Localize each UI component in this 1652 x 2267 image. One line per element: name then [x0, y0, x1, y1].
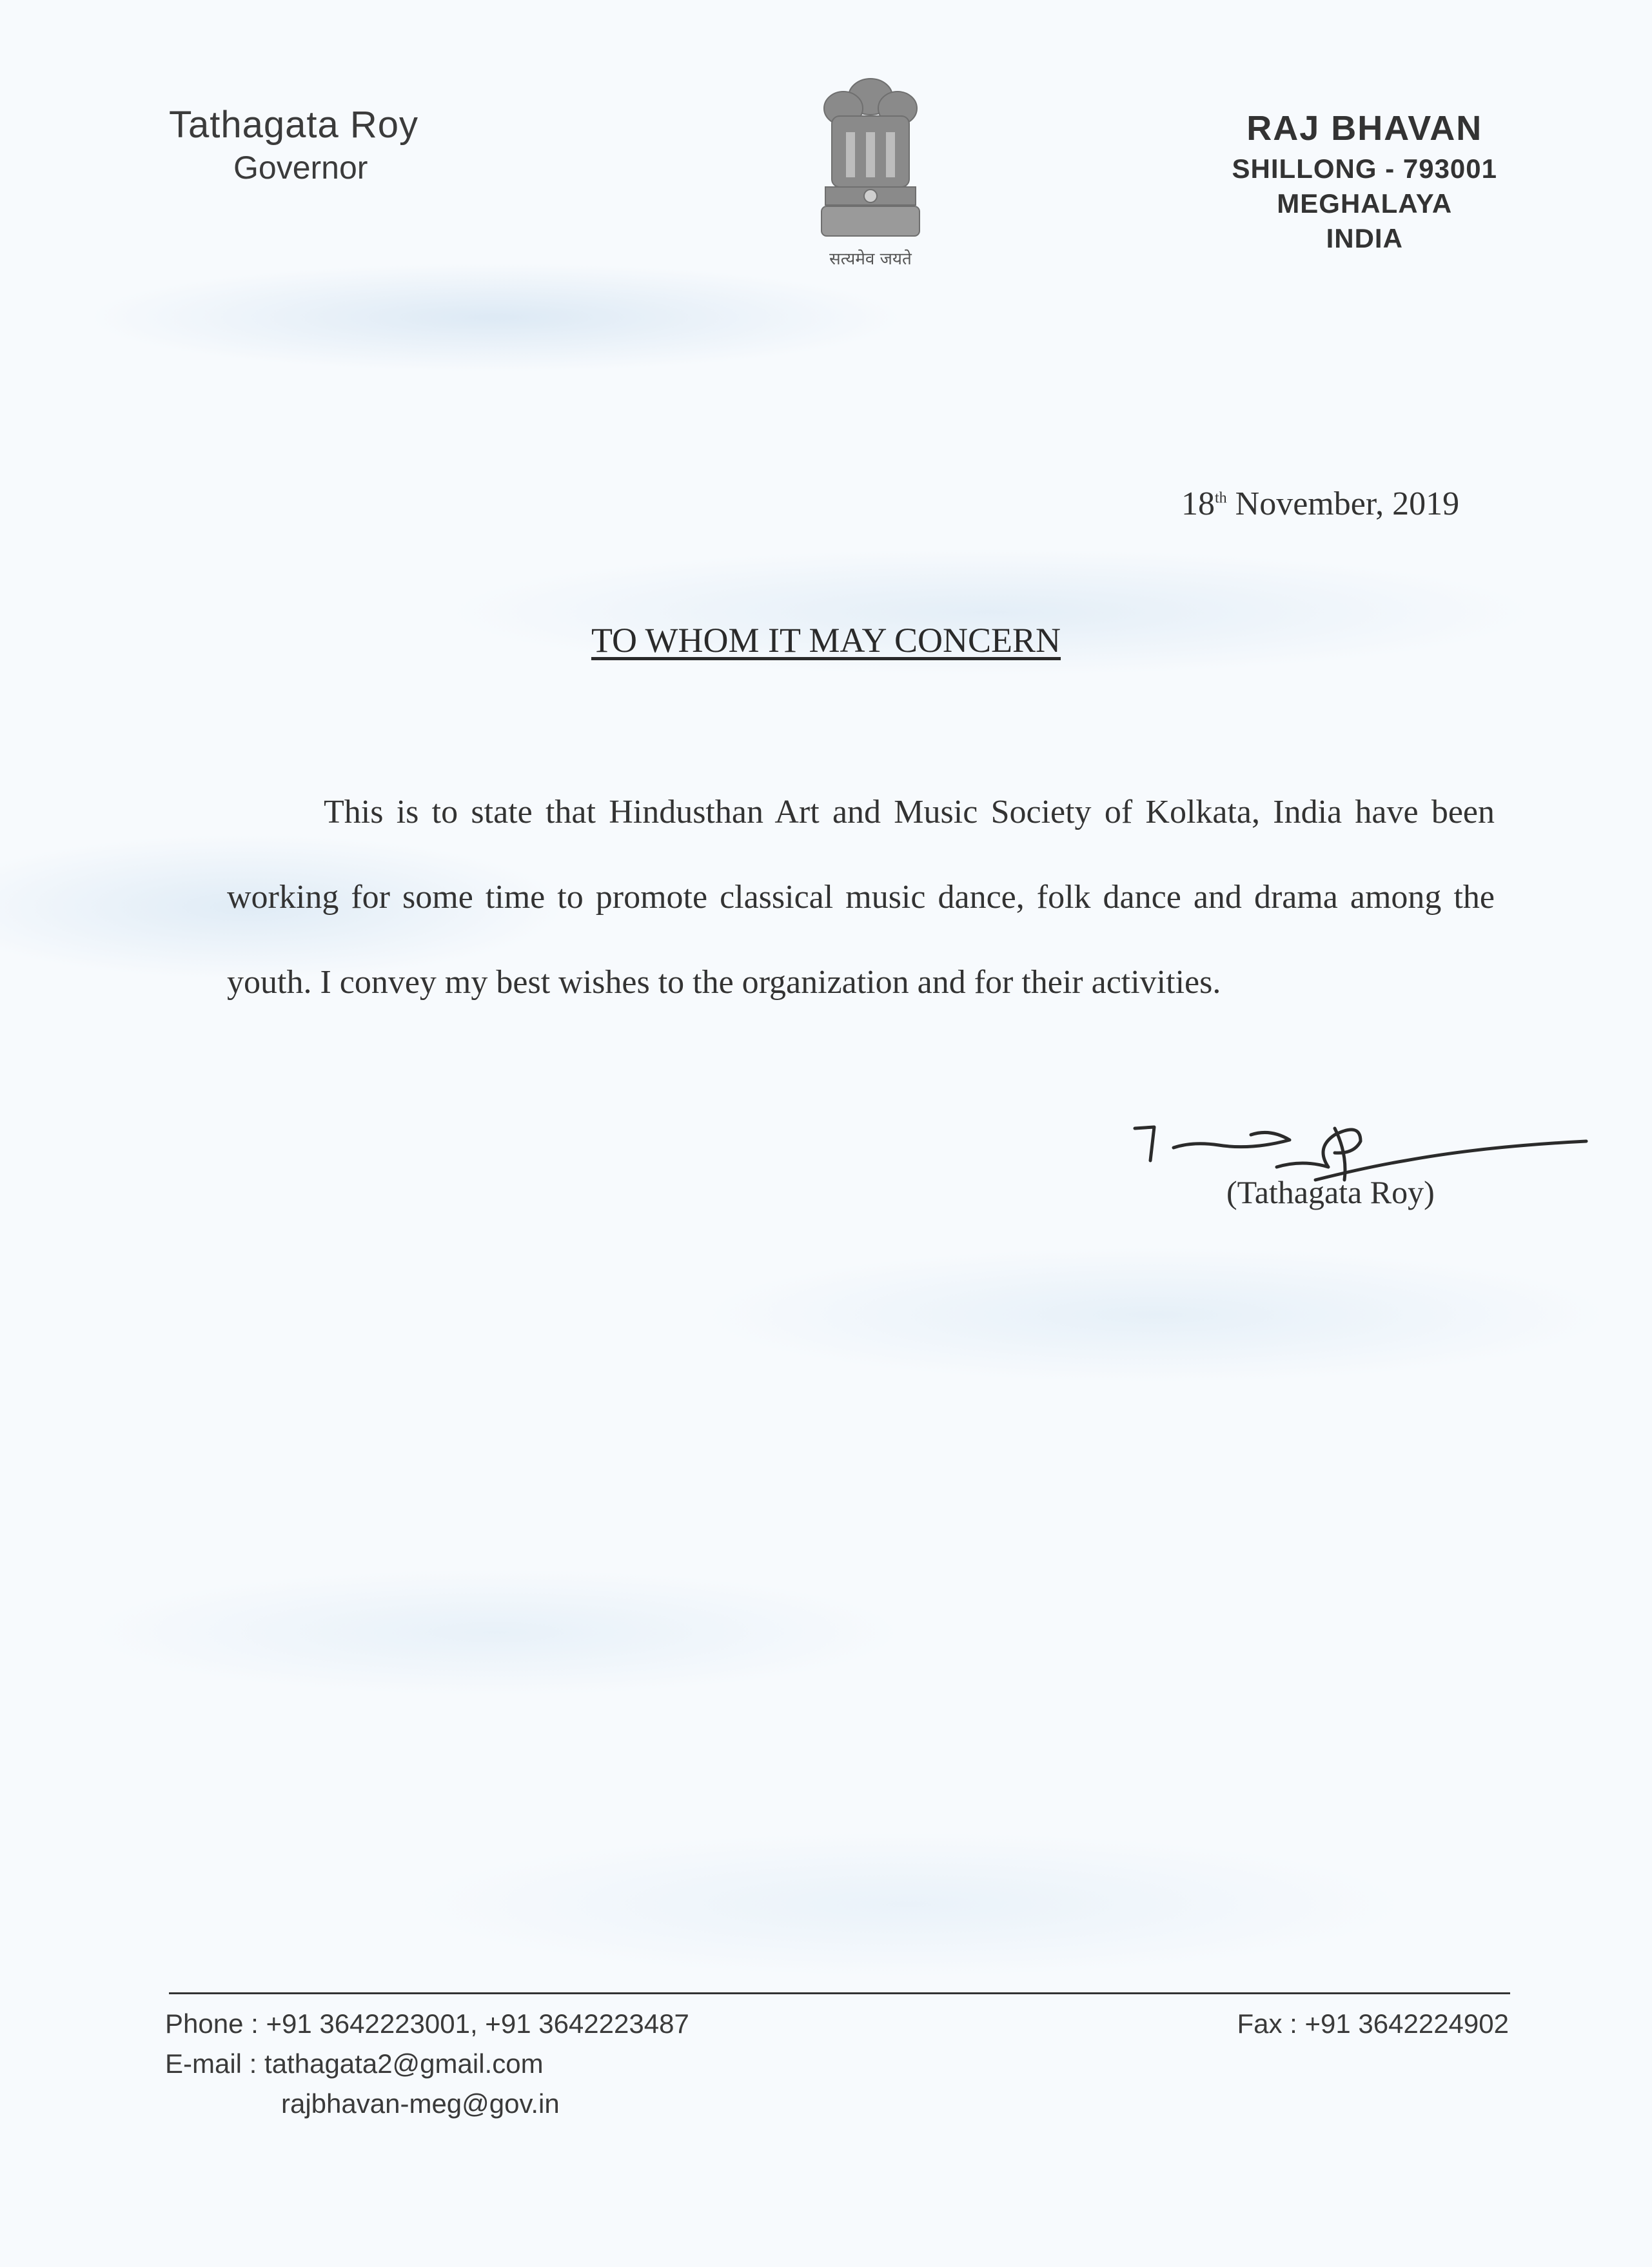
date-rest: November, 2019: [1235, 486, 1460, 522]
email-primary: tathagata2@gmail.com: [264, 2048, 544, 2079]
signatory-name: (Tathagata Roy): [1226, 1174, 1435, 1210]
address-city: SHILLONG - 793001: [1232, 153, 1497, 184]
footer-phone: [165, 2004, 689, 2044]
phone-value: +91 3642223001, +91 3642223487: [266, 2008, 689, 2039]
governor-title: Governor: [233, 150, 368, 186]
date-day: 18: [1181, 486, 1215, 522]
letterhead-left: [169, 103, 418, 186]
office-name: RAJ BHAVAN: [1246, 109, 1483, 148]
footer-fax: Fax : +91 3642224902: [1237, 2008, 1509, 2039]
letter-subject: [0, 620, 1652, 660]
footer-divider: [169, 1992, 1510, 1994]
footer-email: [165, 2044, 689, 2084]
address-country: INDIA: [1326, 223, 1403, 253]
letter-date: [1181, 485, 1459, 523]
subject-text: TO WHOM IT MAY CONCERN: [591, 621, 1061, 660]
body-text: This is to state that Hindusthan Art and Music Society of Kolkata, India have been working for some time to promote classical music dance, folk dance and drama among the youth. I convey my best wishes to the organization and for their activities.: [227, 794, 1495, 1001]
national-emblem-icon: [806, 71, 935, 264]
footer-contacts: [165, 2004, 689, 2124]
email-label: E-mail :: [165, 2048, 257, 2079]
letterhead-address: [1232, 108, 1497, 254]
letter-body: [227, 770, 1495, 1025]
address-state: MEGHALAYA: [1277, 188, 1453, 219]
governor-name: Tathagata Roy: [169, 104, 419, 146]
email-secondary: rajbhavan-meg@gov.in: [281, 2088, 560, 2119]
phone-label: Phone :: [165, 2008, 259, 2039]
emblem-motto: सत्यमेव जयते: [829, 250, 912, 269]
date-suffix: th: [1215, 489, 1227, 507]
